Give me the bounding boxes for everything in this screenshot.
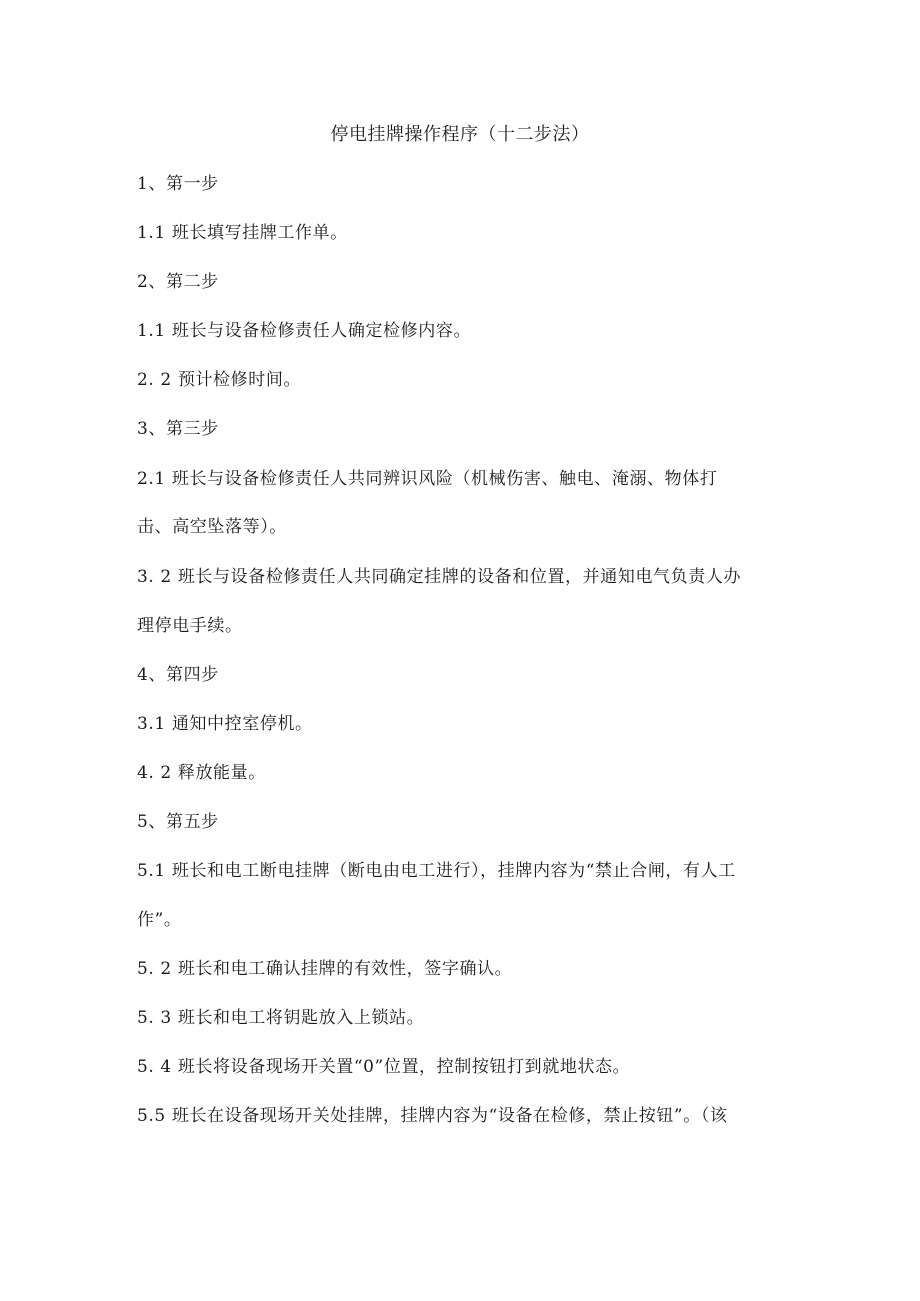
paragraph-line: 3. 2 班长与设备检修责任人共同确定挂牌的设备和位置，并通知电气负责人办 (137, 567, 742, 587)
paragraph-line: 理停电手续。 (137, 616, 243, 636)
paragraph-line: 5.1 班长和电工断电挂牌（断电由电工进行），挂牌内容为“禁止合闸，有人工 (137, 861, 736, 881)
section-heading-step-1: 1、第一步 (137, 174, 219, 194)
paragraph-line: 5. 3 班长和电工将钥匙放入上锁站。 (137, 1008, 425, 1028)
paragraph-line: 4. 2 释放能量。 (137, 763, 266, 783)
paragraph-line: 作”。 (137, 910, 182, 930)
paragraph-line: 1.1 班长填写挂牌工作单。 (137, 223, 348, 243)
paragraph-line: 1.1 班长与设备检修责任人确定检修内容。 (137, 321, 472, 341)
paragraph-line: 3.1 通知中控室停机。 (137, 714, 313, 734)
section-heading-step-3: 3、第三步 (137, 419, 219, 439)
section-heading-step-5: 5、第五步 (137, 812, 219, 832)
paragraph-line: 5. 2 班长和电工确认挂牌的有效性，签字确认。 (137, 959, 513, 979)
paragraph-line: 2.1 班长与设备检修责任人共同辨识风险（机械伤害、触电、淹溺、物体打 (137, 469, 718, 489)
paragraph-line: 击、高空坠落等）。 (137, 517, 287, 537)
paragraph-line: 5. 4 班长将设备现场开关置“0”位置，控制按钮打到就地状态。 (137, 1057, 631, 1077)
section-heading-step-4: 4、第四步 (137, 665, 219, 685)
paragraph-line: 2. 2 预计检修时间。 (137, 370, 302, 390)
section-heading-step-2: 2、第二步 (137, 272, 219, 292)
paragraph-line: 5.5 班长在设备现场开关处挂牌，挂牌内容为“设备在检修，禁止按钮”。（该 (137, 1106, 728, 1126)
document-title: 停电挂牌操作程序（十二步法） (330, 124, 590, 145)
